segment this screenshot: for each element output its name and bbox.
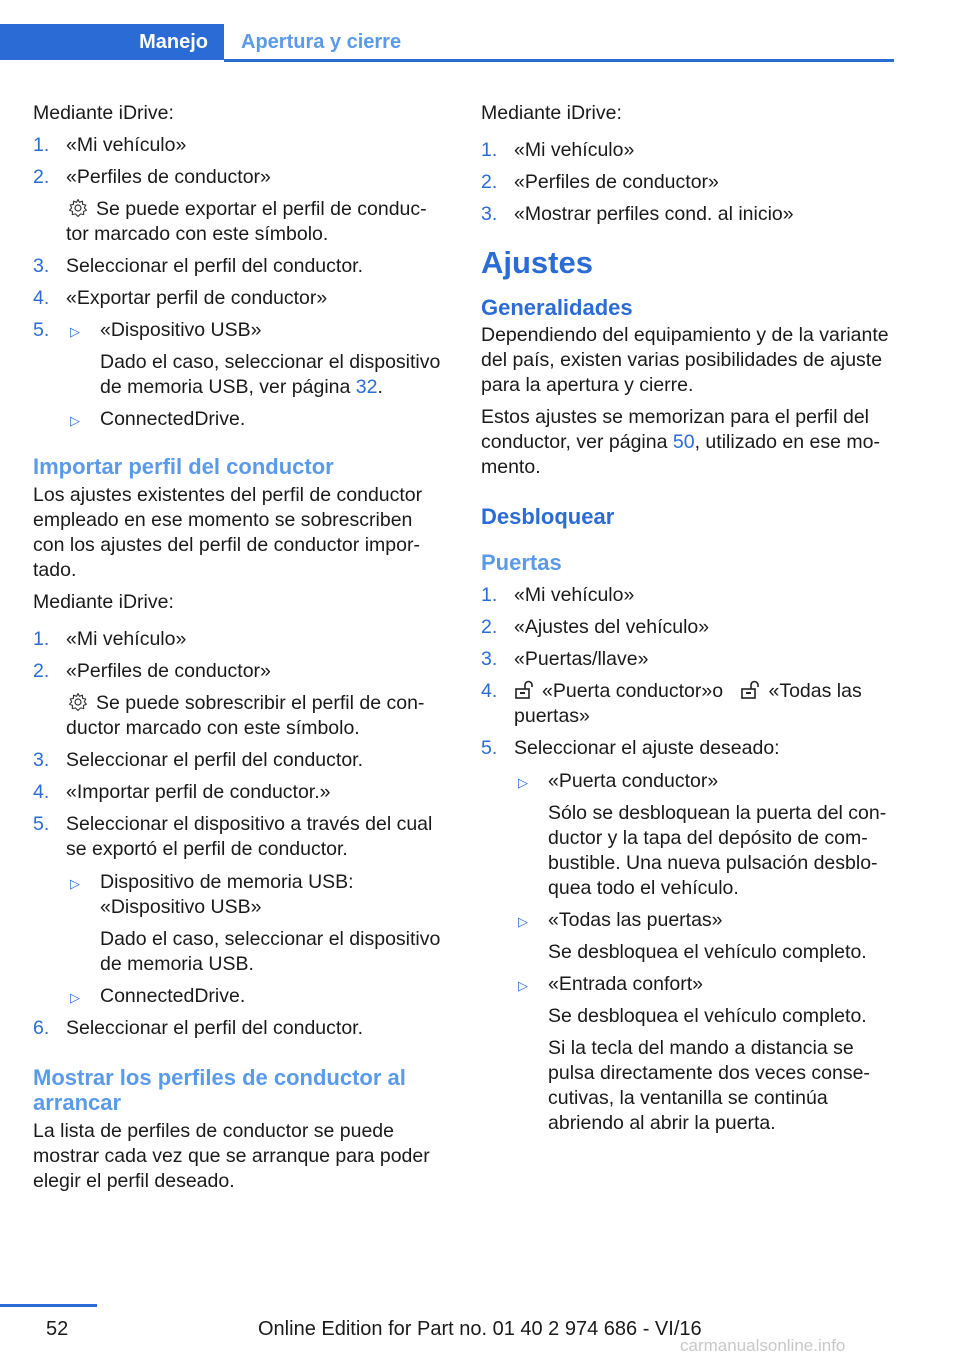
option-detail [100, 350, 448, 400]
general-text-2 [481, 405, 901, 480]
option-text: Dispositivo de memoria USB: «Dispositivo USB» [100, 871, 354, 918]
step-text: «Mi vehículo» [66, 628, 187, 650]
list-item [481, 138, 901, 163]
general-text-2-end: , utilizado en ese mo-mento. [481, 431, 880, 478]
footer-rule [0, 1304, 97, 1307]
step-note [66, 691, 448, 741]
step-text: «Perfiles de conductor» [514, 171, 719, 193]
option-detail: Se desbloquea el vehículo completo. [548, 941, 867, 963]
list-item [33, 748, 448, 773]
step-number: 2. [33, 660, 50, 682]
option-list [66, 870, 448, 1009]
export-intro: Mediante iDrive: [33, 102, 174, 124]
list-item [33, 165, 448, 247]
step-text: «Mostrar perfiles cond. al inicio» [514, 203, 794, 225]
option-text: «Dispositivo USB» [100, 319, 262, 341]
list-item [481, 583, 901, 608]
step-number: 3. [481, 203, 498, 225]
triangle-bullet-icon: ▷ [518, 775, 528, 790]
unlock-driver-door-icon [514, 680, 536, 700]
step-text: «Mi vehículo» [66, 134, 187, 156]
step-number: 4. [481, 680, 498, 702]
option-text: «Entrada confort» [548, 973, 704, 995]
list-item [33, 286, 448, 311]
option-text: ConnectedDrive. [100, 985, 246, 1007]
page-number: 52 [46, 1318, 69, 1340]
step-number: 5. [481, 737, 498, 759]
step-number: 4. [33, 287, 50, 309]
option-item [66, 984, 448, 1009]
left-column [33, 101, 448, 1201]
show-profiles-text: La lista de perfiles de conductor se puede mostrar cada vez que se arranque para poder elegir el perfil deseado. [33, 1120, 430, 1192]
option-item [66, 870, 448, 977]
list-item [33, 627, 448, 652]
step-number: 1. [481, 584, 498, 606]
show-steps [481, 138, 901, 227]
option-detail: Si la tecla del mando a distancia se pulsa directamente dos veces conse-cutivas, la ventanilla se continúa abriendo al abrir la puerta. [548, 1037, 870, 1134]
option-detail: Dado el caso, seleccionar el dispositivo de memoria USB. [100, 928, 441, 975]
step-text: «Perfiles de conductor» [66, 166, 271, 188]
list-item [33, 254, 448, 279]
doors-heading: Puertas [481, 550, 562, 575]
door-steps [481, 583, 901, 1136]
gear-icon [68, 692, 88, 712]
ajustes-title: Ajustes [481, 245, 593, 280]
step-number: 5. [33, 319, 50, 341]
list-item [33, 780, 448, 805]
step-text: Seleccionar el ajuste deseado: [514, 737, 780, 759]
triangle-bullet-icon: ▷ [518, 978, 528, 993]
step-text: «Mi vehículo» [514, 139, 635, 161]
option-list [514, 769, 901, 1136]
section-tab-apertura[interactable]: Apertura y cierre [241, 30, 402, 53]
option-list [66, 318, 448, 432]
step-text: «Todas las puertas» [514, 680, 862, 727]
note-text: Se puede exportar el perfil de conduc-tor marcado con este símbolo. [66, 198, 427, 245]
import-text: Los ajustes existentes del perfil de conductor empleado en ese momento se sobrescriben con los ajustes del perfil de conductor impor-tado. [33, 484, 423, 581]
list-item [33, 133, 448, 158]
option-item [514, 769, 901, 901]
general-text-2-start: Estos ajustes se memorizan para el perfil del conductor, ver página [481, 406, 870, 453]
step-text: «Puerta conductor»o [542, 680, 724, 702]
list-item [33, 318, 448, 432]
show-profiles-heading: Mostrar los perfiles de conductor al arrancar [33, 1065, 406, 1115]
option-detail: Sólo se desbloquean la puerta del con-ductor y la tapa del depósito de com-bustible. Una nueva pulsación desblo-quea todo el vehículo. [548, 802, 887, 899]
header-rule [224, 59, 894, 62]
list-item [481, 615, 901, 640]
list-item [481, 170, 901, 195]
list-item [481, 202, 901, 227]
right-column [481, 101, 901, 1150]
option-text: «Todas las puertas» [548, 909, 723, 931]
show-intro: Mediante iDrive: [481, 102, 622, 124]
step-number: 1. [33, 134, 50, 156]
option-text: «Puerta conductor» [548, 770, 719, 792]
step-number: 4. [33, 781, 50, 803]
unlock-all-doors-icon [740, 680, 762, 700]
import-intro: Mediante iDrive: [33, 591, 174, 613]
edition-text: Online Edition for Part no. 01 40 2 974 686 - VI/16 [258, 1318, 702, 1340]
step-number: 1. [481, 139, 498, 161]
option-item [514, 972, 901, 1136]
list-item [481, 736, 901, 1136]
option-item [66, 318, 448, 400]
step-number: 2. [33, 166, 50, 188]
option-detail: Se desbloquea el vehículo completo. [548, 1005, 867, 1027]
list-item [481, 647, 901, 672]
step-text: «Importar perfil de conductor.» [66, 781, 331, 803]
option-item [66, 407, 448, 432]
step-text: «Mi vehículo» [514, 584, 635, 606]
step-text: Seleccionar el perfil del conductor. [66, 1017, 364, 1039]
list-item [481, 679, 901, 729]
section-tab-manejo[interactable]: Manejo [0, 24, 224, 60]
export-steps [33, 133, 448, 432]
triangle-bullet-icon: ▷ [70, 324, 80, 339]
list-item [33, 659, 448, 741]
general-text: Dependiendo del equipamiento y de la variante del país, existen varias posibilidades de ajuste para la apertura y cierre. [481, 324, 889, 396]
step-number: 1. [33, 628, 50, 650]
step-text: Seleccionar el dispositivo a través del cual se exportó el perfil de conductor. [66, 813, 433, 860]
note-text: Se puede sobrescribir el perfil de con-ductor marcado con este símbolo. [66, 692, 425, 739]
unlock-heading: Desbloquear [481, 504, 615, 529]
step-text: «Perfiles de conductor» [66, 660, 271, 682]
general-heading: Generalidades [481, 295, 633, 320]
import-steps [33, 627, 448, 1041]
triangle-bullet-icon: ▷ [70, 990, 80, 1005]
step-number: 2. [481, 616, 498, 638]
step-note [66, 197, 448, 247]
option-item [514, 908, 901, 965]
page-header [0, 0, 894, 62]
step-number: 3. [481, 648, 498, 670]
step-number: 3. [33, 749, 50, 771]
page-link-32[interactable]: 32 [355, 376, 378, 398]
step-number: 5. [33, 813, 50, 835]
step-text: «Exportar perfil de conductor» [66, 287, 328, 309]
step-text: «Puertas/llave» [514, 648, 649, 670]
step-number: 2. [481, 171, 498, 193]
watermark: carmanualsonline.info [680, 1336, 846, 1355]
list-item [33, 1016, 448, 1041]
step-text: Seleccionar el perfil del conductor. [66, 255, 364, 277]
step-number: 3. [33, 255, 50, 277]
step-text: «Ajustes del vehículo» [514, 616, 710, 638]
gear-icon [68, 198, 88, 218]
option-text: ConnectedDrive. [100, 408, 246, 430]
triangle-bullet-icon: ▷ [518, 914, 528, 929]
detail-text-end: . [377, 376, 383, 398]
triangle-bullet-icon: ▷ [70, 876, 80, 891]
import-heading: Importar perfil del conductor [33, 454, 334, 479]
triangle-bullet-icon: ▷ [70, 413, 80, 428]
list-item [33, 812, 448, 1009]
page-link-50[interactable]: 50 [672, 431, 695, 453]
detail-text: Dado el caso, seleccionar el dispositivo de memoria USB, ver página [100, 351, 441, 398]
step-text: Seleccionar el perfil del conductor. [66, 749, 364, 771]
step-number: 6. [33, 1017, 50, 1039]
